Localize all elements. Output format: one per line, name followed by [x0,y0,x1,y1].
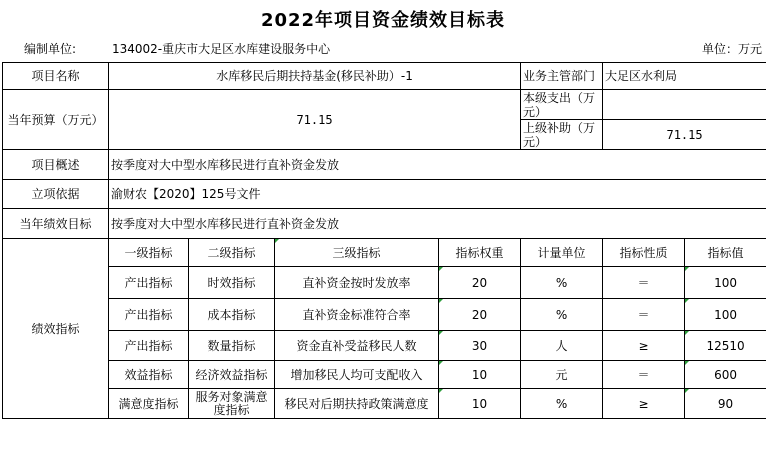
row-nature: ≥ [603,389,685,419]
org-label: 编制单位: [24,42,77,56]
header-nature: 指标性质 [603,239,685,267]
org-value: 134002-重庆市大足区水库建设服务中心 [112,42,331,56]
row-weight: 10 [439,361,521,389]
row-level1: 产出指标 [109,299,189,331]
goal-value: 按季度对大中型水库移民进行直补资金发放 [109,209,766,239]
header-weight: 指标权重 [439,239,521,267]
row-nature: ＝ [603,267,685,299]
dept-label: 业务主管部门 [521,63,603,90]
row-weight: 20 [439,267,521,299]
row-level3: 资金直补受益移民人数 [275,331,439,361]
basis-label: 立项依据 [3,180,109,209]
header-level3: 三级指标 [275,239,439,267]
row-nature: ≥ [603,331,685,361]
row-level2: 服务对象满意度指标 [189,389,275,419]
header-level2: 二级指标 [189,239,275,267]
goal-label: 当年绩效目标 [3,209,109,239]
upper-subsidy-value: 71.15 [603,120,766,150]
row-level2: 数量指标 [189,331,275,361]
row-level3: 移民对后期扶持政策满意度 [275,389,439,419]
header-unit: 计量单位 [521,239,603,267]
row-level2: 成本指标 [189,299,275,331]
row-level2: 经济效益指标 [189,361,275,389]
header-level1: 一级指标 [109,239,189,267]
row-unit: % [521,267,603,299]
project-name-label: 项目名称 [3,63,109,90]
row-level2: 时效指标 [189,267,275,299]
budget-label: 当年预算（万元） [3,90,109,150]
table-row [3,299,766,331]
row-level1: 产出指标 [109,267,189,299]
table-row [3,331,766,361]
header-value: 指标值 [685,239,766,267]
table-row [3,389,766,419]
page-title: 2022年项目资金绩效目标表 [260,10,506,31]
row-weight: 30 [439,331,521,361]
row-level1: 产出指标 [109,331,189,361]
row-unit: % [521,299,603,331]
budget-value: 71.15 [109,90,521,150]
row-weight: 10 [439,389,521,419]
row-value: 90 [685,389,766,419]
unit-row [0,40,766,56]
table-row [3,361,766,389]
overview-value: 按季度对大中型水库移民进行直补资金发放 [109,150,766,180]
row-weight: 20 [439,299,521,331]
upper-subsidy-label: 上级补助（万元） [521,120,603,150]
row-unit: 人 [521,331,603,361]
basis-value: 渝财农【2020】125号文件 [109,180,766,209]
indicators-section-label: 绩效指标 [3,239,109,419]
row-unit: 元 [521,361,603,389]
row-level3: 直补资金标准符合率 [275,299,439,331]
row-value: 600 [685,361,766,389]
row-value: 100 [685,299,766,331]
table-row [3,267,766,299]
row-nature: ＝ [603,299,685,331]
row-level1: 满意度指标 [109,389,189,419]
row-level1: 效益指标 [109,361,189,389]
local-spend-label: 本级支出（万元） [521,90,603,120]
row-value: 12510 [685,331,766,361]
overview-label: 项目概述 [3,150,109,180]
row-nature: ＝ [603,361,685,389]
unit-label: 单位：万元 [701,42,762,56]
row-value: 100 [685,267,766,299]
row-level3: 增加移民人均可支配收入 [275,361,439,389]
local-spend-value [603,90,766,120]
performance-table [2,62,766,419]
row-unit: % [521,389,603,419]
row-level3: 直补资金按时发放率 [275,267,439,299]
dept-value: 大足区水利局 [603,63,766,90]
project-name-value: 水库移民后期扶持基金(移民补助）-1 [109,63,521,90]
